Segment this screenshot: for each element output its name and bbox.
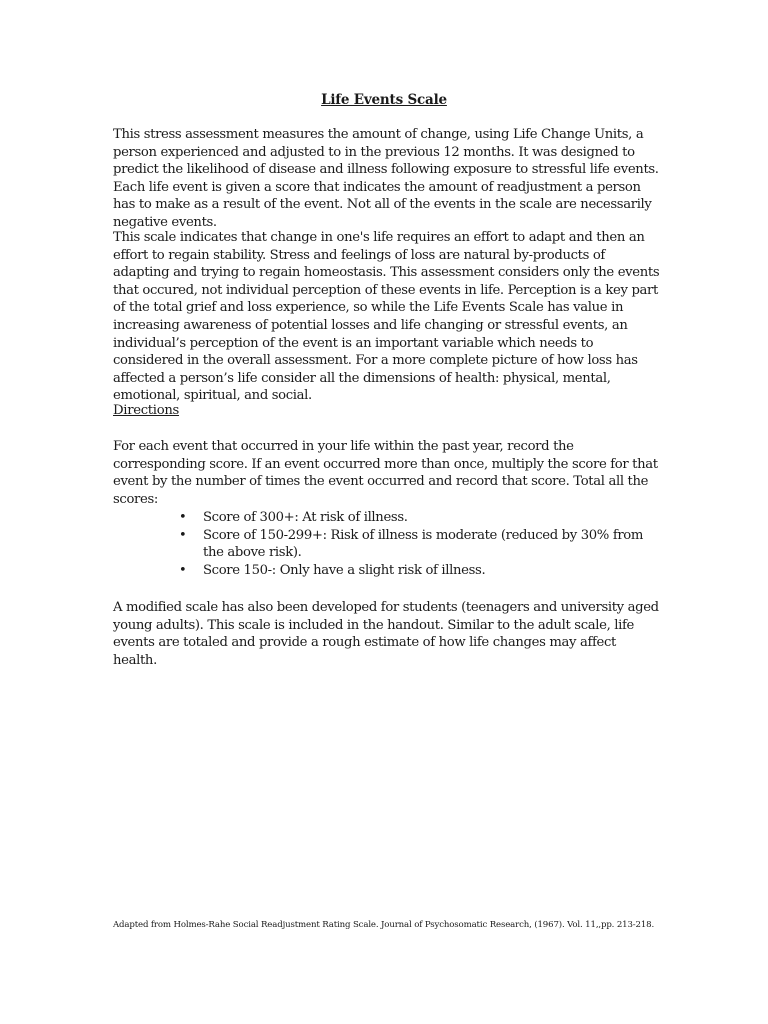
bullet-icon: • xyxy=(179,510,187,525)
list-item-text: Score 150-: Only have a slight risk of illness. xyxy=(203,562,486,578)
page-title: Life Events Scale xyxy=(321,92,447,108)
explanation-paragraph: This scale indicates that change in one's life requires an effort to adapt and then an effort to regain stability. Stress and feelings of loss are natural by-products of adapting and trying to regain homeostasis. This assessment considers only the events that occured, not individual perception of these events in life. Perception is a key part of the total grief and loss experience, so while the Life Events Scale has value in increasing awareness of potential losses and life changing or stressful events, an individual’s perception of the event is an important variable which needs to considered in the overall assessment. For a more complete picture of how loss has affected a person’s life consider all the dimensions of health: physical, mental, emotional, spiritual, and social. xyxy=(113,230,660,404)
directions-paragraph: For each event that occurred in your life within the past year, record the corresponding score. If an event occurred more than once, multiply the score for that event by the number of times the event occurred and record that score. Total all the scores: xyxy=(113,439,658,507)
list-item-text: Score of 150-299+: Risk of illness is moderate (reduced by 30% from the above risk). xyxy=(203,527,644,561)
directions-heading: Directions xyxy=(113,403,180,418)
score-list xyxy=(176,509,666,579)
closing-paragraph: A modified scale has also been developed for students (teenagers and university aged young adults). This scale is included in the handout. Similar to the adult scale, life events are totaled and provide a rough estimate of how life changes may affect health. xyxy=(113,600,659,668)
list-item xyxy=(176,562,666,580)
list-item xyxy=(176,509,666,527)
list-item-text: Score of 300+: At risk of illness. xyxy=(203,510,408,525)
citation-footer: Adapted from Holmes-Rahe Social Readjustment Rating Scale. Journal of Psychosomatic Research, (1967). Vol. 11,,pp. 213-218. xyxy=(113,920,655,930)
bullet-icon: • xyxy=(179,562,187,578)
bullet-icon: • xyxy=(179,527,187,543)
intro-paragraph: This stress assessment measures the amount of change, using Life Change Units, a person experienced and adjusted to in the previous 12 months. It was designed to predict the likelihood of disease and illness following exposure to stressful life events. Each life event is given a score that indicates the amount of readjustment a person has to make as a result of the event. Not all of the events in the scale are necessarily negative events. xyxy=(113,127,659,230)
list-item xyxy=(176,527,666,562)
